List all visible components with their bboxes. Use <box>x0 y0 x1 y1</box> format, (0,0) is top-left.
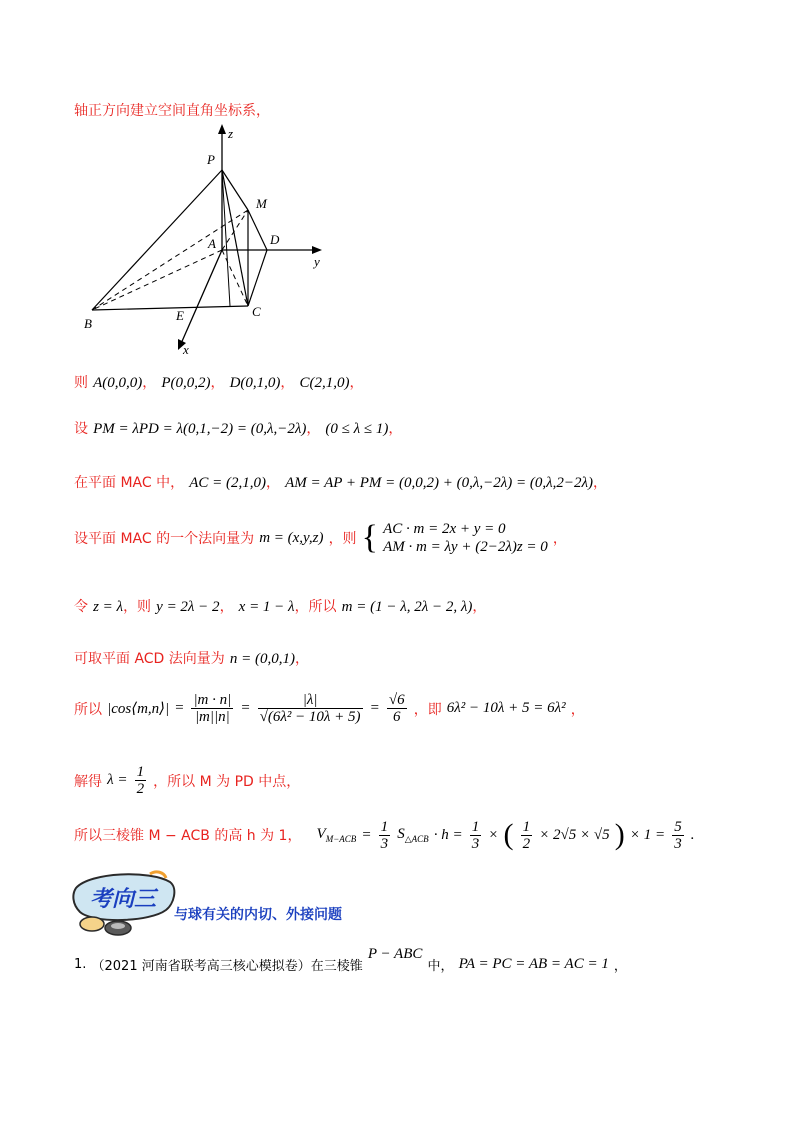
eq-sign: = <box>240 700 251 716</box>
system-eq2: AM · m = λy + (2−2λ)z = 0 <box>383 539 548 555</box>
z-arrow <box>218 124 226 134</box>
let-x: x = 1 − λ <box>238 599 295 615</box>
normal-line <box>74 520 567 556</box>
label-D: D <box>270 232 280 247</box>
coords-prefix: 则 <box>74 375 88 391</box>
cos-lhs: |cos⟨m,n⟩| <box>107 701 170 717</box>
problem-condition: PA = PC = AB = AC = 1 <box>458 956 609 972</box>
vector-am: AM = AP + PM = (0,0,2) + (0,λ,−2λ) = (0,λ,2−2λ) <box>285 475 593 491</box>
volume-tail: × 1 = <box>629 826 666 843</box>
let-m: m = (1 − λ, 2λ − 2, λ) <box>341 599 473 615</box>
frac-third-2 <box>470 819 482 852</box>
frac-num: |λ| <box>258 692 363 709</box>
frac-den: √(6λ² − 10λ + 5) <box>259 709 361 725</box>
edge-AB-dashed <box>92 250 222 310</box>
cos-mid: ，即 <box>413 701 442 718</box>
plane-mac-prefix: 在平面 MAC 中， <box>74 475 185 491</box>
let-line <box>74 596 486 616</box>
coords-line <box>74 372 364 392</box>
coord-C: C(2,1,0) <box>299 375 350 391</box>
problem-number: 1. <box>74 957 87 972</box>
frac-dot <box>191 692 233 725</box>
s-symbol: S <box>397 825 405 842</box>
paren-close: ) <box>614 818 625 851</box>
v-symbol: V <box>316 826 326 842</box>
y-arrow <box>312 246 322 254</box>
normal-prefix: 设平面 MAC 的一个法向量为 <box>74 531 255 547</box>
let-t1: ，则 <box>123 599 152 615</box>
end: ， <box>472 599 487 615</box>
solve-lambda: λ = <box>107 772 128 788</box>
cos-line <box>74 692 585 725</box>
section-banner <box>70 870 370 950</box>
eq-sign: = <box>369 700 380 716</box>
equation-system <box>383 520 548 556</box>
system-brace: { <box>361 519 378 556</box>
label-z: z <box>228 126 234 141</box>
label-y: y <box>314 254 320 269</box>
volume-inner: × 2√5 × √5 <box>539 826 610 843</box>
v-sub: M−ACB <box>325 834 357 844</box>
pm-line <box>74 418 402 438</box>
sep: ， <box>306 421 321 437</box>
normal-mid: ，则 <box>328 531 357 547</box>
label-A: A <box>208 236 216 251</box>
paren-open: ( <box>503 818 514 851</box>
frac-den: 3 <box>380 835 389 852</box>
sep: ， <box>280 375 295 391</box>
acd-n: n = (0,0,1) <box>229 651 296 667</box>
frac-num: 1 <box>380 818 389 835</box>
solve-suffix: ，所以 M 为 PD 中点， <box>153 773 301 790</box>
end: ， <box>388 421 403 437</box>
pm-range: (0 ≤ λ ≤ 1) <box>325 421 389 437</box>
edge-BM-dashed <box>92 210 248 310</box>
end: ， <box>613 959 627 974</box>
s-sub: △ACB <box>404 833 429 844</box>
end: ， <box>552 531 567 547</box>
label-B: B <box>84 316 92 331</box>
frac-num: |m · n| <box>193 692 232 708</box>
let-z: z = λ <box>93 599 124 615</box>
frac-den: 2 <box>136 781 145 797</box>
volume-line <box>74 818 695 852</box>
frac-den: 6 <box>392 709 401 725</box>
volume-v <box>317 826 357 844</box>
end: . <box>690 826 695 843</box>
pyramid-figure <box>80 120 340 360</box>
let-prefix: 令 <box>74 599 88 615</box>
volume-h: · h = <box>433 826 463 843</box>
volume-s <box>397 826 428 845</box>
section-title: 与球有关的内切、外接问题 <box>174 907 342 923</box>
solve-line <box>74 764 300 797</box>
normal-m: m = (x,y,z) <box>259 529 324 546</box>
frac-num: 1 <box>471 818 480 835</box>
problem-pyramid: P − ABC <box>367 946 423 962</box>
intro-text: 轴正方向建立空间直角坐标系， <box>74 103 270 119</box>
acd-line <box>74 648 309 668</box>
frac-third <box>379 819 391 852</box>
let-t2: ，所以 <box>294 599 337 615</box>
label-C: C <box>252 304 261 319</box>
end: ， <box>592 475 607 491</box>
edge-DC <box>248 250 267 306</box>
pm-expr: PM = λPD = λ(0,1,−2) = (0,λ,−2λ) <box>93 421 307 437</box>
frac-num: 1 <box>136 764 145 780</box>
frac-lambda <box>258 692 363 725</box>
frac-den: 3 <box>674 835 682 852</box>
coord-D: D(0,1,0) <box>229 375 281 391</box>
problem-source: （2021 河南省联考高三核心模拟卷）在三棱锥 <box>91 959 363 974</box>
frac-result <box>672 819 684 852</box>
coord-A: A(0,0,0) <box>93 375 143 391</box>
frac-num: √6 <box>388 692 405 708</box>
cos-eq2: 6λ² − 10λ + 5 = 6λ² <box>446 700 566 716</box>
section-badge-icon <box>70 870 180 940</box>
eq-sign: = <box>361 826 372 843</box>
volume-prefix: 所以三棱锥 M − ACB 的高 h 为 1， <box>74 828 302 844</box>
edge-AC-dashed <box>222 250 248 306</box>
sep: ， <box>265 475 280 491</box>
section-badge-text: 考向三 <box>90 886 157 911</box>
cos-prefix: 所以 <box>74 701 102 718</box>
end: ， <box>570 701 585 718</box>
frac-root6 <box>387 692 407 725</box>
frac-den: 3 <box>471 835 480 852</box>
edge-PB <box>92 170 222 310</box>
frac-half-2 <box>521 819 533 852</box>
pm-prefix: 设 <box>74 421 88 437</box>
solve-prefix: 解得 <box>74 773 102 790</box>
vector-ac: AC = (2,1,0) <box>189 475 266 491</box>
edge-MD <box>248 210 267 250</box>
frac-den: 2 <box>522 835 531 852</box>
frac-half <box>135 764 147 797</box>
label-x: x <box>183 342 189 357</box>
x-axis <box>180 250 222 346</box>
end: ， <box>295 651 310 667</box>
sep: ， <box>219 599 234 615</box>
eq-sign: = <box>174 700 185 716</box>
label-M: M <box>256 196 267 211</box>
frac-den: |m||n| <box>194 709 230 725</box>
frac-num: 5 <box>674 818 682 835</box>
sep: ， <box>210 375 225 391</box>
label-P: P <box>207 152 215 167</box>
problem-mid: 中， <box>427 959 454 974</box>
acd-prefix: 可取平面 ACD 法向量为 <box>74 651 225 667</box>
system-eq1: AC · m = 2x + y = 0 <box>383 521 506 537</box>
plane-mac-line <box>74 472 607 492</box>
problem-line <box>74 946 627 974</box>
label-E: E <box>176 308 184 323</box>
edge-BC <box>92 306 248 310</box>
sep: ， <box>142 375 157 391</box>
end: ， <box>349 375 364 391</box>
coord-P: P(0,0,2) <box>161 375 211 391</box>
times: × <box>488 826 499 843</box>
let-y: y = 2λ − 2 <box>156 599 220 615</box>
frac-num: 1 <box>522 818 531 835</box>
